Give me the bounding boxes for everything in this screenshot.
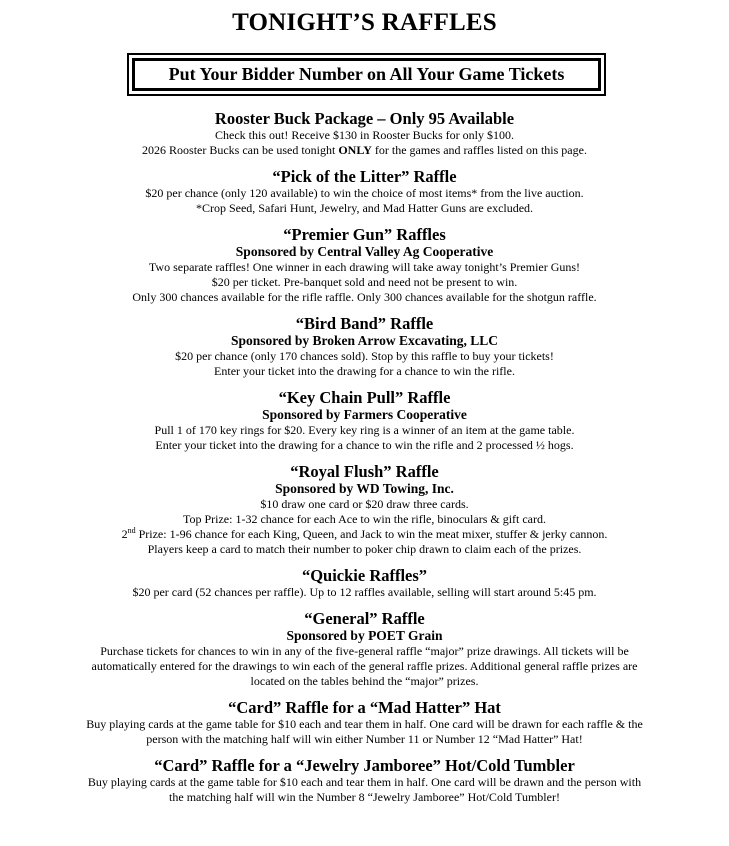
section-paragraph: Buy playing cards at the game table for $10 each and tear them in half. One card will be drawn for each raffle & the person with the matching half will win either Number 11 or Number 12 “Mad Hatter” Hat! [86,717,643,746]
section-line: $20 per chance (only 170 chances sold). Stop by this raffle to buy your tickets! [175,349,554,363]
section-sponsor: Sponsored by Farmers Cooperative [262,407,467,422]
section-heading: “Quickie Raffles” [301,566,428,585]
section-line: *Crop Seed, Safari Hunt, Jewelry, and Mad Hatter Guns are excluded. [195,201,534,215]
bidder-banner-text: Put Your Bidder Number on All Your Game Tickets [132,58,601,91]
section-quickie-raffles [0,566,729,600]
section-pick-of-the-litter [0,167,729,216]
section-heading: “Bird Band” Raffle [295,314,434,333]
section-heading: “Royal Flush” Raffle [290,462,439,481]
section-mad-hatter-card [0,698,729,747]
section-heading: “Pick of the Litter” Raffle [272,167,457,186]
section-line: Players keep a card to match their number to poker chip drawn to claim each of the prizes. [147,542,582,556]
section-line: $10 draw one card or $20 draw three cards. [260,497,469,511]
text-run: Prize: 1-96 chance for each King, Queen, and Jack to win the meat mixer, stuffer & jerky cannon. [135,527,608,541]
emphasis-text: ONLY [338,143,372,157]
section-line [0,143,729,158]
section-heading: Rooster Buck Package – Only 95 Available [214,109,515,128]
section-line [0,527,729,542]
superscript: nd [127,526,136,535]
section-sponsor: Sponsored by POET Grain [286,628,443,643]
section-heading: “Premier Gun” Raffles [283,225,446,244]
section-line: Check this out! Receive $130 in Rooster Bucks for only $100. [215,128,514,142]
section-line: $20 per ticket. Pre-banquet sold and need not be present to win. [211,275,518,289]
section-royal-flush [0,462,729,557]
section-sponsor: Sponsored by WD Towing, Inc. [275,481,454,496]
text-run: 2026 Rooster Bucks can be used tonight [142,143,339,157]
section-line: Pull 1 of 170 key rings for $20. Every key ring is a winner of an item at the game table. [154,423,575,437]
section-line: $20 per chance (only 120 available) to win the choice of most items* from the live auction. [145,186,584,200]
section-paragraph: Buy playing cards at the game table for $10 each and tear them in half. One card will be drawn and the person with the matching half will win the Number 8 “Jewelry Jamboree” Hot/Cold Tumbler! [87,775,642,804]
section-key-chain-pull [0,388,729,453]
section-heading: “Key Chain Pull” Raffle [278,388,451,407]
section-paragraph: Purchase tickets for chances to win in any of the five-general raffle “major” prize drawings. All tickets will be automatically entered for the drawings to win each of the general raffle prizes. Additional general raffle prizes are located on the tables behind the “major” prizes. [91,644,638,688]
section-heading: “Card” Raffle for a “Mad Hatter” Hat [228,698,501,717]
bidder-banner [127,53,606,96]
section-line: Enter your ticket into the drawing for a chance to win the rifle. [214,364,515,378]
page-title: TONIGHT’S RAFFLES [232,9,497,36]
section-jewelry-jamboree-card [0,756,729,805]
section-heading: “Card” Raffle for a “Jewelry Jamboree” Hot/Cold Tumbler [154,756,575,775]
text-run: for the games and raffles listed on this page. [371,143,587,157]
text-run: 2 [121,527,128,541]
section-line: $20 per card (52 chances per raffle). Up to 12 raffles available, selling will start around 5:45 pm. [132,585,597,599]
raffle-sections [0,109,729,814]
section-premier-gun [0,225,729,305]
section-line: Two separate raffles! One winner in each drawing will take away tonight’s Premier Guns! [148,260,581,274]
section-sponsor: Sponsored by Central Valley Ag Cooperative [235,244,494,259]
section-line: Top Prize: 1-32 chance for each Ace to win the rifle, binoculars & gift card. [182,512,547,526]
section-line: Enter your ticket into the drawing for a chance to win the rifle and 2 processed ½ hogs. [155,438,574,452]
section-bird-band [0,314,729,379]
section-sponsor: Sponsored by Broken Arrow Excavating, LLC [230,333,499,348]
section-heading: “General” Raffle [304,609,425,628]
section-general-raffle [0,609,729,689]
section-line: Only 300 chances available for the rifle raffle. Only 300 chances available for the shotgun raffle. [132,290,597,304]
section-rooster-buck [0,109,729,158]
